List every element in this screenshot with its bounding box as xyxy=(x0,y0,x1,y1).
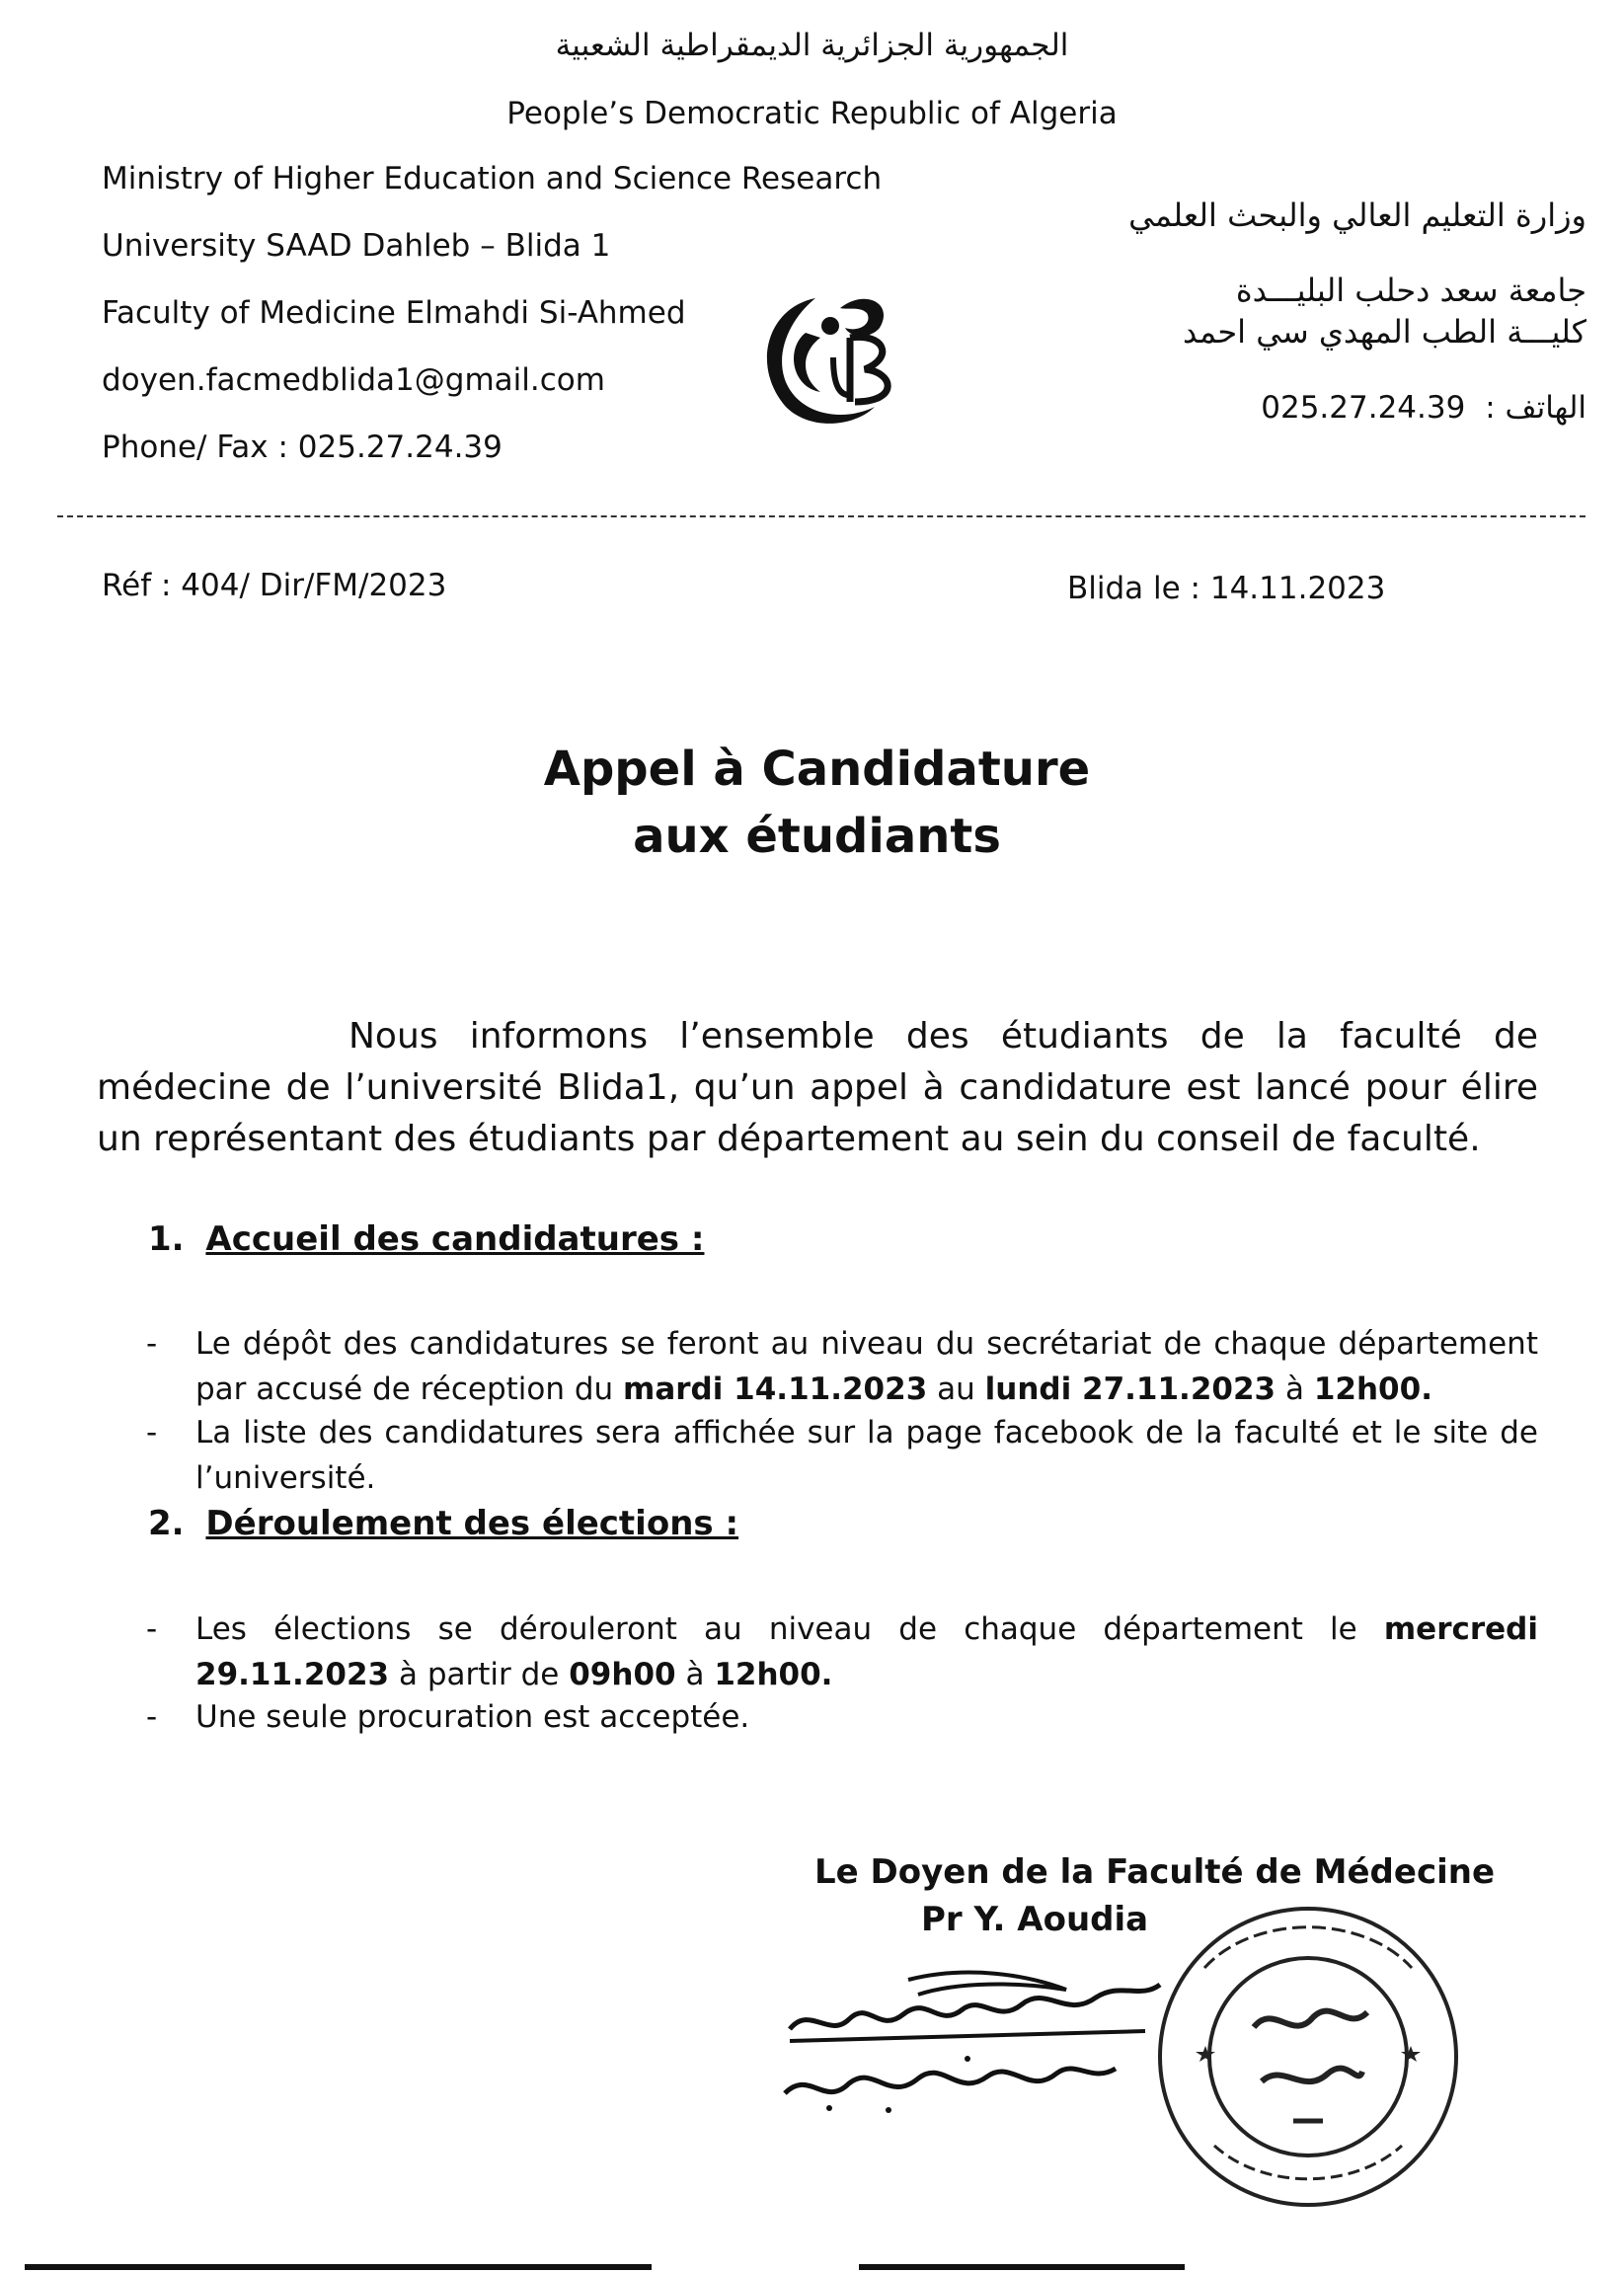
header-separator xyxy=(57,515,1585,517)
faculty-phone: Phone/ Fax : 025.27.24.39 xyxy=(102,430,503,465)
letter-date: Blida le : 14.11.2023 xyxy=(1067,571,1386,606)
faculty-email: doyen.facmedblida1@gmail.com xyxy=(102,362,605,398)
republic-title: People’s Democratic Republic of Algeria xyxy=(506,96,1118,131)
logo-icon xyxy=(746,278,914,436)
section-1-title: Accueil des candidatures : xyxy=(205,1219,705,1259)
arabic-republic-title: الجمهورية الجزائرية الديمقراطية الشعبية xyxy=(555,28,1069,63)
document-subtitle: aux étudiants xyxy=(633,809,1001,864)
faculty-name-arabic: كليـــة الطب المهدي سي احمد xyxy=(1183,313,1586,351)
university-name: University SAAD Dahleb – Blida 1 xyxy=(102,228,611,264)
signature-scribble-icon xyxy=(770,1960,1185,2128)
faculty-name: Faculty of Medicine Elmahdi Si-Ahmed xyxy=(102,295,686,331)
intro-paragraph: Nous informons l’ensemble des étudiants de la faculté de médecine de l’université Blida1, qu’un appel à candidature est lancé pour élire un représentant des étudiants par département au sein du conseil de faculté. xyxy=(97,1016,1538,1159)
signatory-name: Pr Y. Aoudia xyxy=(921,1900,1149,1939)
phone-label-arabic: الهاتف : xyxy=(1485,390,1586,426)
section-2-title: Déroulement des élections : xyxy=(205,1504,739,1543)
document-title: Appel à Candidature xyxy=(543,742,1091,797)
section-1-heading xyxy=(148,1217,704,1261)
university-name-arabic: جامعة سعد دحلب البليـــدة xyxy=(1235,272,1586,309)
signatory-role: Le Doyen de la Faculté de Médecine xyxy=(814,1852,1496,1892)
bullet-dash: - xyxy=(146,1326,158,1362)
bullet-dash: - xyxy=(146,1699,158,1735)
ministry-name: Ministry of Higher Education and Science Research xyxy=(102,161,883,196)
bullet-dash: - xyxy=(146,1415,158,1450)
reference-number: Réf : 404/ Dir/FM/2023 xyxy=(102,568,447,603)
list-item-text: Une seule procuration est acceptée. xyxy=(195,1699,750,1735)
phone-number: 025.27.24.39 xyxy=(1261,390,1466,426)
footer-rule-right xyxy=(859,2264,1185,2270)
handwritten-signature xyxy=(770,1960,1185,2128)
section-2-number: 2. xyxy=(148,1504,185,1543)
university-logo xyxy=(746,278,914,436)
phone-arabic xyxy=(1261,390,1586,426)
section-2-heading xyxy=(148,1502,738,1545)
list-item-text: Le dépôt des candidatures se feront au niveau du secrétariat de chaque département par accusé de réception du mardi 14.11.2023 au lundi 27.11.2023 à 12h00. xyxy=(195,1326,1538,1407)
list-item-text: Les élections se dérouleront au niveau de chaque département le mercredi 29.11.2023 à partir de 09h00 à 12h00. xyxy=(195,1611,1538,1692)
section-1-number: 1. xyxy=(148,1219,185,1259)
bullet-dash: - xyxy=(146,1611,158,1647)
list-item-text: La liste des candidatures sera affichée sur la page facebook de la faculté et le site de l’université. xyxy=(195,1415,1538,1496)
official-stamp xyxy=(1145,1894,1471,2220)
ministry-name-arabic: وزارة التعليم العالي والبحث العلمي xyxy=(1128,196,1586,234)
stamp-seal-icon xyxy=(1145,1894,1471,2220)
footer-rule-left xyxy=(25,2264,652,2270)
